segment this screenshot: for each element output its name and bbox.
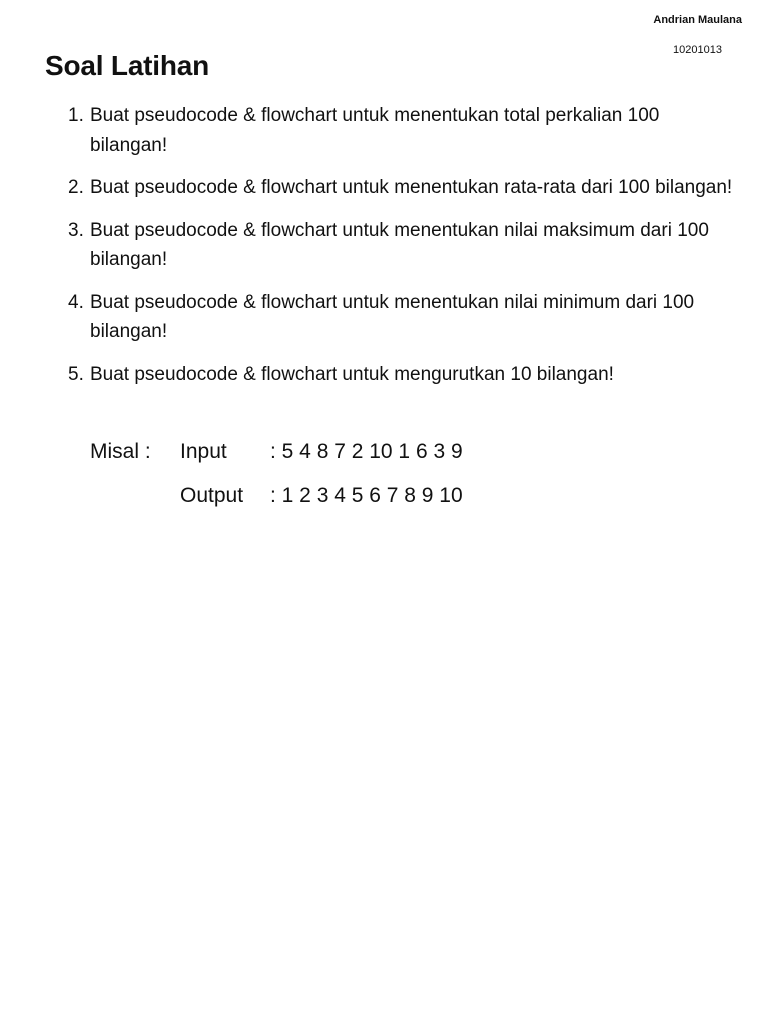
- example-output-row: [90, 474, 463, 518]
- example-input-row: [90, 430, 463, 474]
- exercise-text: Buat pseudocode & flowchart untuk mengurutkan 10 bilangan!: [90, 363, 614, 385]
- exercise-item-5: [68, 360, 738, 390]
- exercise-text: Buat pseudocode & flowchart untuk menentukan total perkalian 100 bilangan!: [90, 105, 660, 156]
- exercise-text: Buat pseudocode & flowchart untuk menentukan rata-rata dari 100 bilangan!: [90, 177, 733, 198]
- exercise-item-3: [68, 216, 738, 275]
- exercise-number: 2.: [68, 177, 84, 198]
- exercise-number: 1.: [68, 105, 84, 126]
- exercise-item-2: [68, 173, 738, 203]
- exercise-text: Buat pseudocode & flowchart untuk menentukan nilai minimum dari 100 bilangan!: [90, 291, 695, 342]
- exercise-number: 5.: [68, 363, 84, 385]
- exercise-item-1: [68, 101, 738, 160]
- exercise-item-4: [68, 288, 738, 347]
- example-label: Misal :: [90, 440, 151, 463]
- page-title: Soal Latihan: [45, 50, 210, 81]
- example-block: [90, 430, 463, 518]
- exercise-list: [68, 101, 738, 402]
- exercise-number: 3.: [68, 219, 84, 241]
- example-input-value: : 5 4 8 7 2 10 1 6 3 9: [270, 440, 463, 463]
- author-name: Andrian Maulana: [653, 14, 742, 26]
- example-output-key: Output: [180, 484, 244, 507]
- student-id: 10201013: [673, 44, 722, 56]
- example-input-key: Input: [180, 440, 227, 463]
- exercise-number: 4.: [68, 291, 84, 313]
- example-label-spacer: [90, 474, 180, 518]
- exercise-text: Buat pseudocode & flowchart untuk menentukan nilai maksimum dari 100 bilangan!: [90, 219, 709, 270]
- example-output-value: : 1 2 3 4 5 6 7 8 9 10: [270, 484, 463, 507]
